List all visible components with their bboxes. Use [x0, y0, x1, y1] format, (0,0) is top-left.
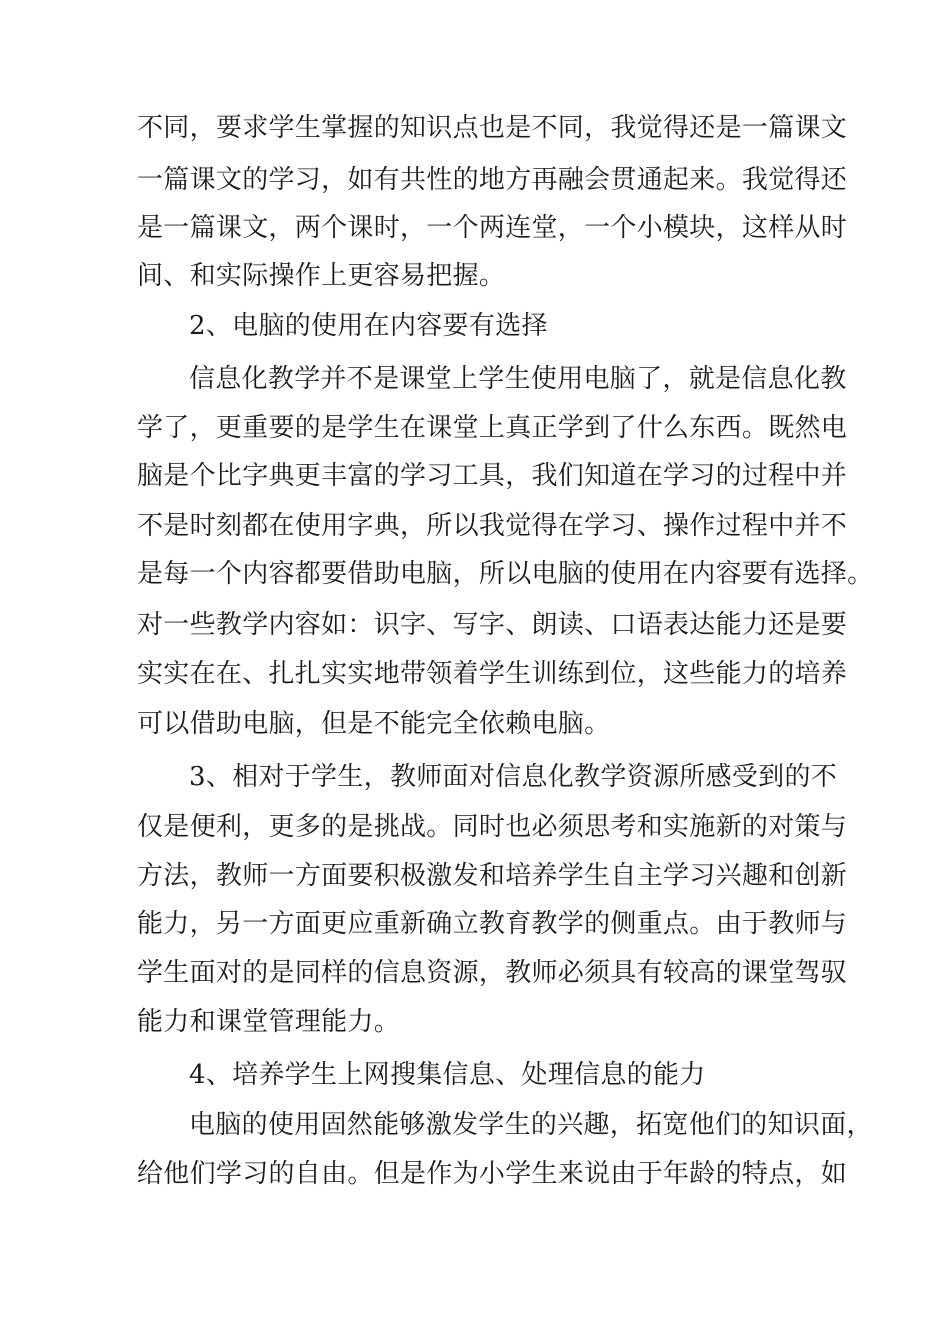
text-line: 信息化教学并不是课堂上学生使用电脑了，就是信息化教 [189, 364, 847, 394]
text-line: 不是时刻都在使用字典，所以我觉得在学习、操作过程中并不 [137, 511, 848, 541]
text-line: 对一些教学内容如：识字、写字、朗读、口语表达能力还是要 [137, 610, 848, 640]
text-line: 是一篇课文，两个课时，一个两连堂，一个小模块，这样从时 [137, 213, 848, 243]
text-line: 学生面对的是同样的信息资源，教师必须具有较高的课堂驾驭 [137, 958, 848, 988]
text-line: 脑是个比字典更丰富的学习工具，我们知道在学习的过程中并 [137, 461, 848, 491]
text-line: 一篇课文的学习，如有共性的地方再融会贯通起来。我觉得还 [137, 165, 848, 195]
text-line: 仅是便利，更多的是挑战。同时也必须思考和实施新的对策与 [137, 812, 848, 842]
text-line: 方法，教师一方面要积极激发和培养学生自主学习兴趣和创新 [137, 861, 848, 891]
text-line: 不同，要求学生掌握的知识点也是不同，我觉得还是一篇课文 [137, 113, 848, 143]
section-heading: 3、相对于学生，教师面对信息化教学资源所感受到的不 [189, 762, 838, 792]
text-line: 实实在在、扎扎实实地带领着学生训练到位，这些能力的培养 [137, 659, 848, 689]
text-line: 间、和实际操作上更容易把握。 [137, 261, 506, 291]
text-line: 电脑的使用固然能够激发学生的兴趣，拓宽他们的知识面， [189, 1110, 873, 1140]
text-line: 能力和课堂管理能力。 [137, 1007, 401, 1037]
text-line: 是每一个内容都要借助电脑，所以电脑的使用在内容要有选择。 [137, 559, 874, 589]
section-heading: 2、电脑的使用在内容要有选择 [189, 311, 548, 341]
text-line: 能力，另一方面更应重新确立教育教学的侧重点。由于教师与 [137, 909, 848, 939]
section-heading: 4、培养学生上网搜集信息、处理信息的能力 [189, 1060, 706, 1090]
text-line: 可以借助电脑，但是不能完全依赖电脑。 [137, 709, 611, 739]
text-line: 给他们学习的自由。但是作为小学生来说由于年龄的特点，如 [137, 1159, 848, 1189]
text-line: 学了，更重要的是学生在课堂上真正学到了什么东西。既然电 [137, 413, 848, 443]
